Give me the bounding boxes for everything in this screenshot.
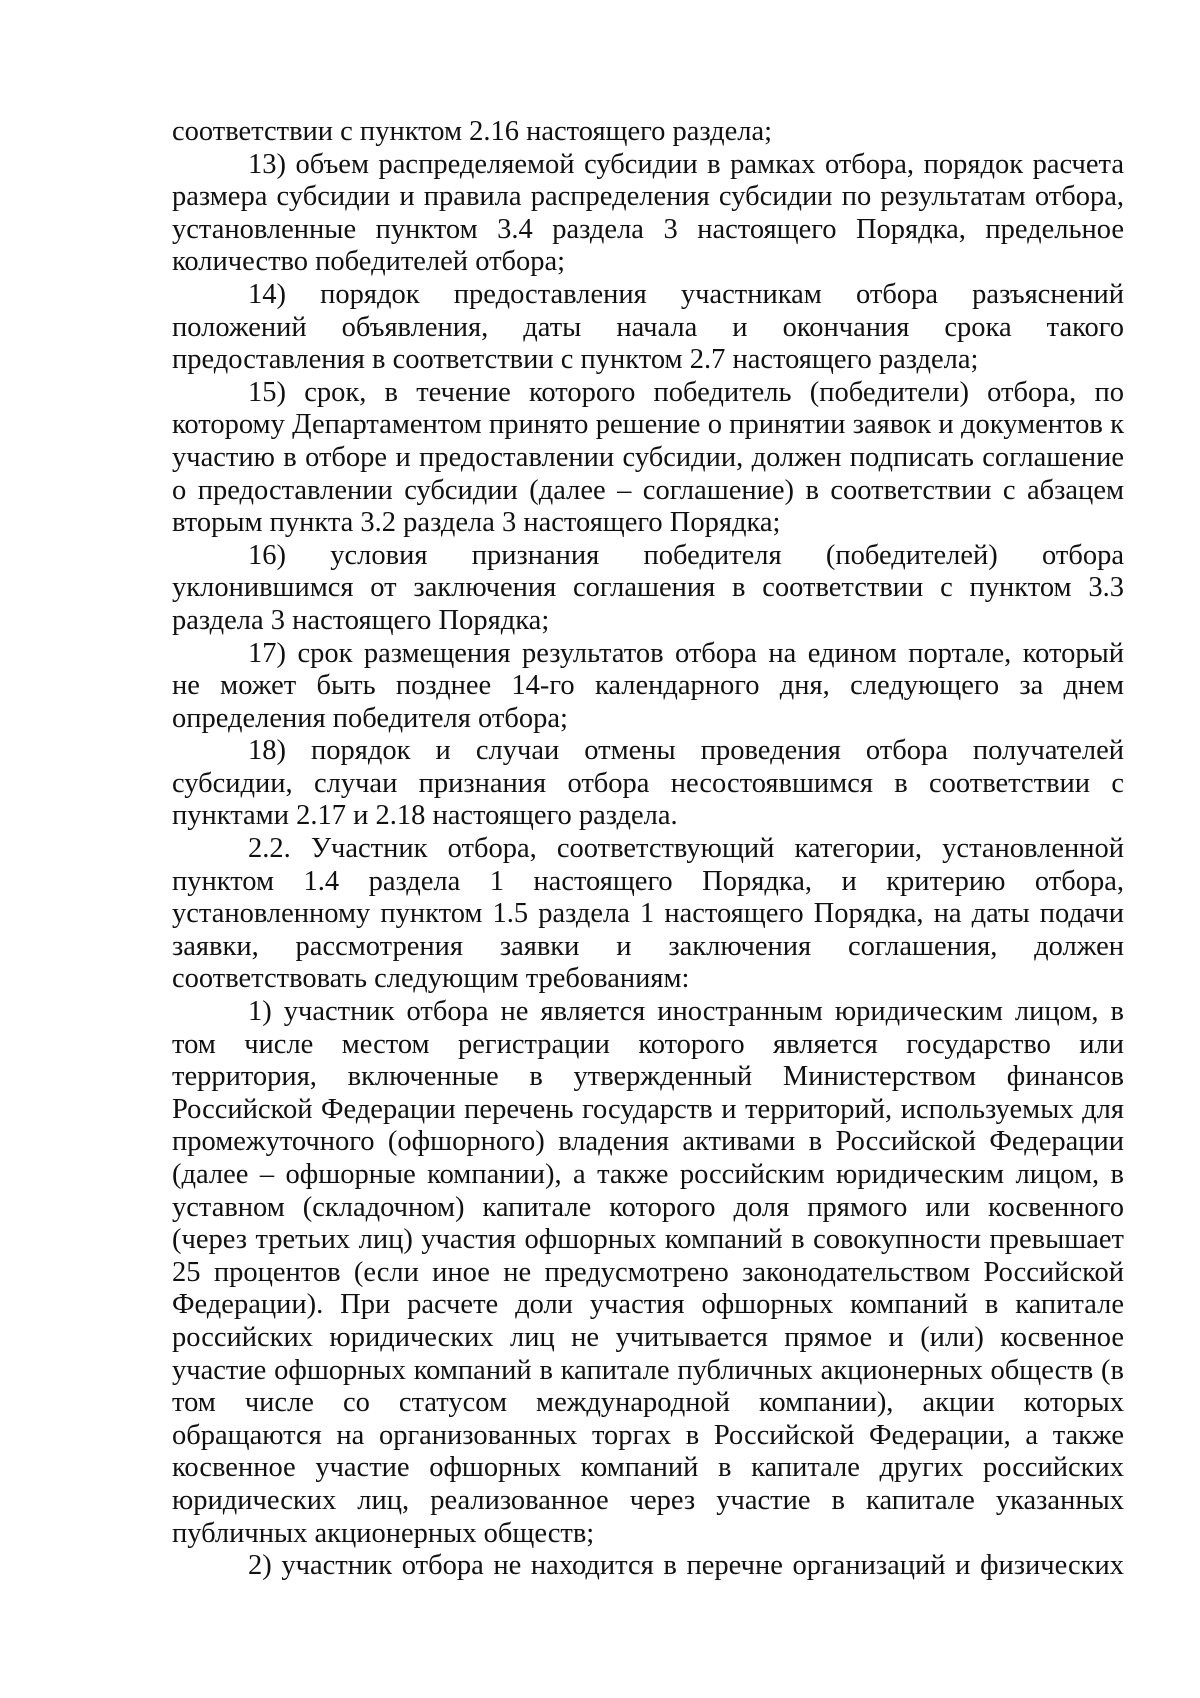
paragraph-requirement-2: 2) участник отбора не находится в перечне организаций и физических <box>248 1550 1124 1582</box>
paragraph-requirement-1: 1) участник отбора не является иностранным юридическим лицом, в том числе местом регистрации которого является государство или территория, включенные в утвержденный Министерством финансов Российской Федерации перечень государств и территорий, используемых для промежуточного (офшорного) владения активами в Российской Федерации (далее – офшорные компании), а также российским юридическим лицом, в уставном (складочном) капитале которого доля прямого или косвенного (через третьих лиц) участия офшорных компаний в совокупности превышает 25 процентов (если иное не предусмотрено законодательством Российской Федерации). При расчете доли участия офшорных компаний в капитале российских юридических лиц не учитывается прямое и (или) косвенное участие офшорных компаний в капитале публичных акционерных обществ (в том числе со статусом международной компании), акции которых обращаются на организованных торгах в Российской Федерации, а также косвенное участие офшорных компаний в капитале других российских юридических лиц, реализованное через участие в капитале указанных публичных акционерных обществ; <box>172 996 1124 1549</box>
paragraph-item-15: 15) срок, в течение которого победитель (победители) отбора, по которому Департаментом принято решение о принятии заявок и документов к участию в отборе и предоставлении субсидии, должен подписать соглашение о предоставлении субсидии (далее – соглашение) в соответствии с абзацем вторым пункта 3.2 раздела 3 настоящего Порядка; <box>172 376 1124 539</box>
paragraph-item-16: 16) условия признания победителя (победителей) отбора уклонившимся от заключения соглашения в соответствии с пунктом 3.3 раздела 3 настоящего Порядка; <box>172 539 1124 636</box>
paragraph-item-13: 13) объем распределяемой субсидии в рамках отбора, порядок расчета размера субсидии и правила распределения субсидии по результатам отбора, установленные пунктом 3.4 раздела 3 настоящего Порядка, предельное количество победителей отбора; <box>172 148 1124 278</box>
paragraph-item-14: 14) порядок предоставления участникам отбора разъяснений положений объявления, даты начала и окончания срока такого предоставления в соответствии с пунктом 2.7 настоящего раздела; <box>172 278 1124 376</box>
paragraph-section-2-2: 2.2. Участник отбора, соответствующий категории, установленной пунктом 1.4 раздела 1 настоящего Порядка, и критерию отбора, установленному пунктом 1.5 раздела 1 настоящего Порядка, на даты подачи заявки, рассмотрения заявки и заключения соглашения, должен соответствовать следующим требованиям: <box>172 833 1124 995</box>
paragraph-item-18: 18) порядок и случаи отмены проведения отбора получателей субсидии, случаи признания отбора несостоявшимся в соответствии с пунктами 2.17 и 2.18 настоящего раздела. <box>172 735 1124 832</box>
paragraph-continuation: соответствии с пунктом 2.16 настоящего раздела; <box>172 116 773 147</box>
document-page <box>172 116 1124 1583</box>
paragraph-item-17: 17) срок размещения результатов отбора на едином портале, который не может быть позднее 14-го календарного дня, следующего за днем определения победителя отбора; <box>172 637 1124 734</box>
